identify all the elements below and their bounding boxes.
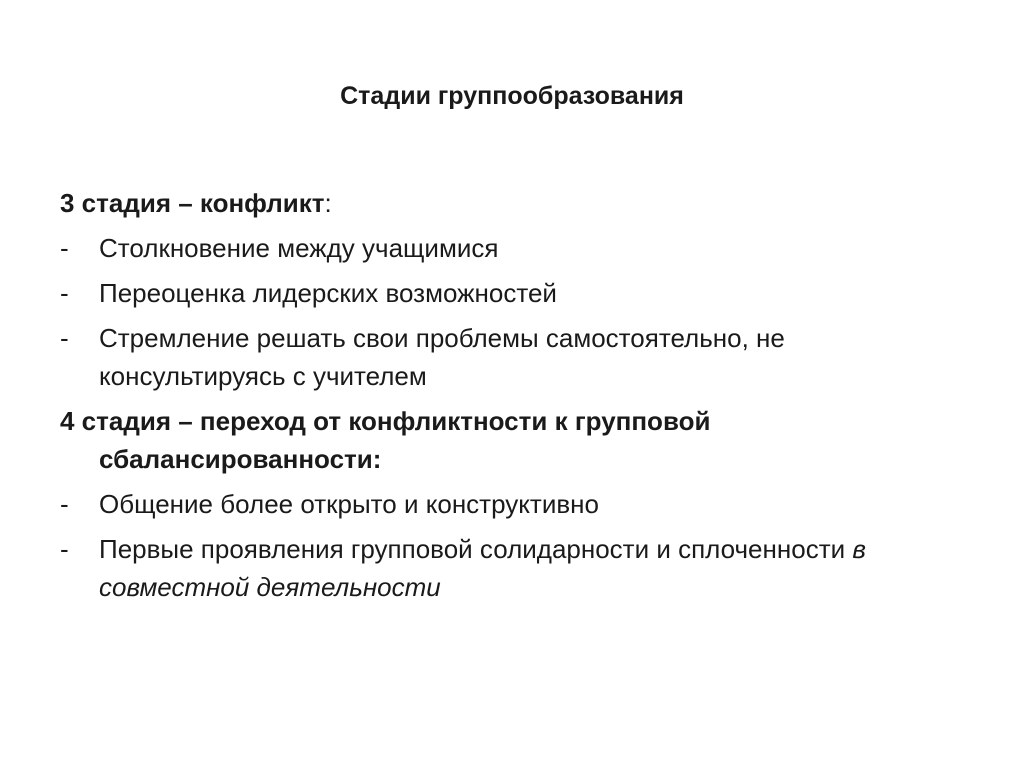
list-item [60,485,960,523]
list-item [60,319,960,395]
list-item-text: Переоценка лидерских возможностей [99,278,557,308]
list-item [60,229,960,267]
slide-body [60,184,960,613]
dash-bullet: - [60,489,69,519]
dash-bullet: - [60,323,69,353]
dash-bullet: - [60,233,69,263]
stage-3-heading [60,184,960,222]
dash-bullet: - [60,534,69,564]
list-item-text: Стремление решать свои проблемы самостоятельно, не консультируясь с учителем [99,323,785,391]
list-item [60,274,960,312]
list-item-text: Первые проявления групповой солидарности и сплоченности [99,534,853,564]
stage-3-heading-colon: : [324,188,332,218]
stage-4-heading-text: 4 стадия – переход от конфликтности к групповой сбалансированности: [60,406,711,474]
dash-bullet: - [60,278,69,308]
list-item-italic-text: в совместной деятельности [99,534,866,602]
list-item [60,530,960,606]
stage-4-heading [60,402,960,478]
list-item-text: Общение более открыто и конструктивно [99,489,599,519]
stage-3-heading-text: 3 стадия – конфликт [60,188,325,218]
list-item-text: Столкновение между учащимися [99,233,499,263]
slide-title: Стадии группообразования [340,82,684,110]
